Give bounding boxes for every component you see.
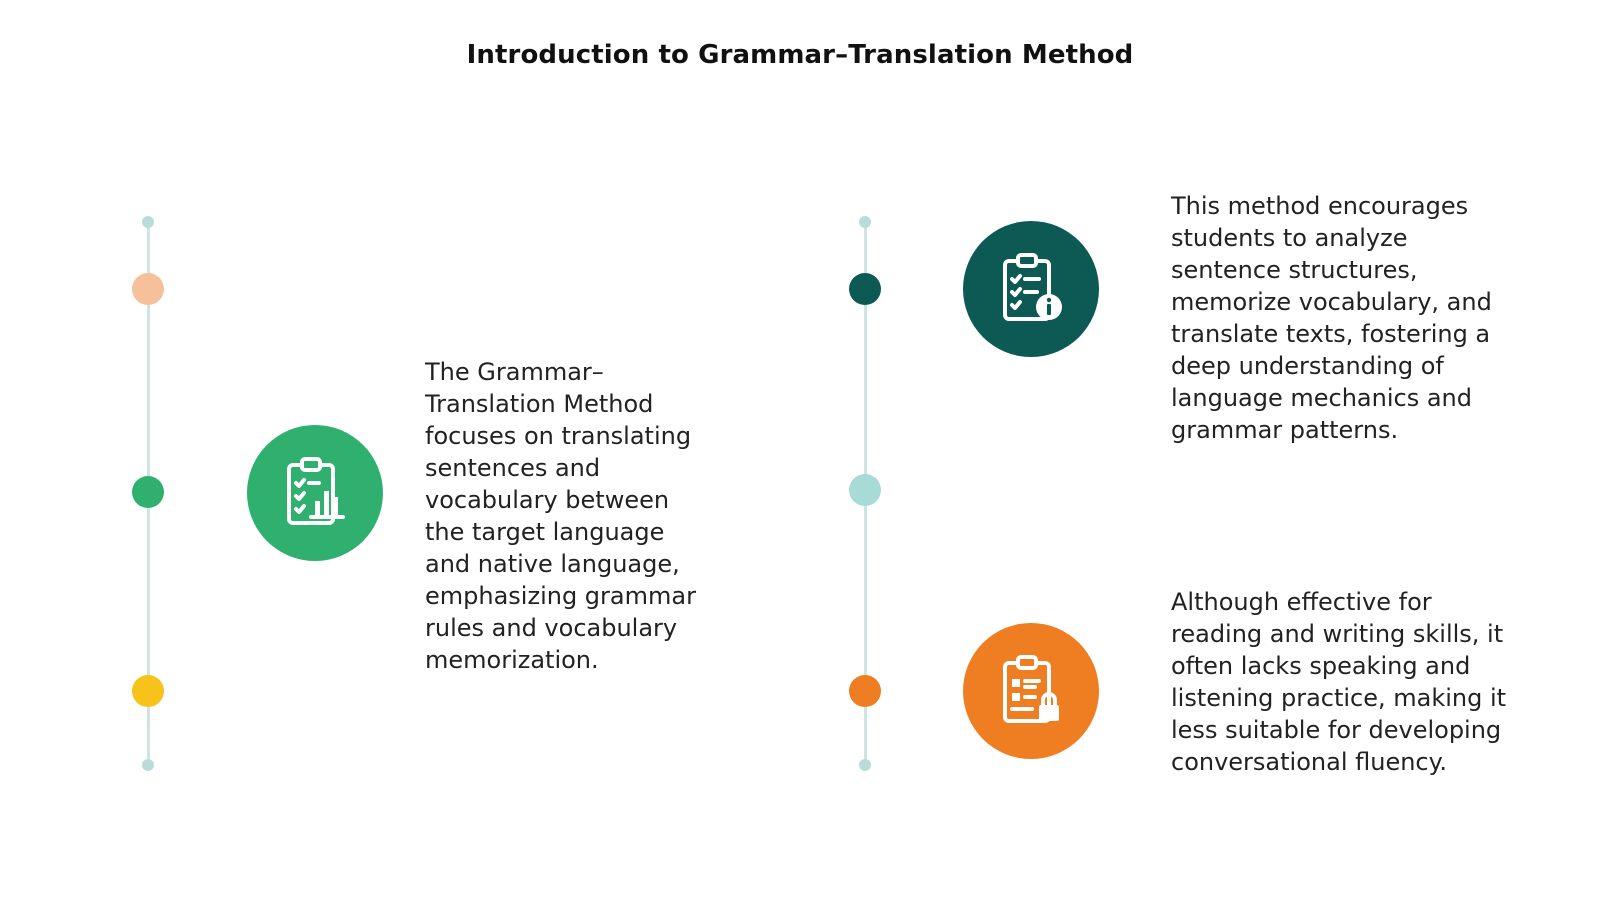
middle-timeline-marker-teal — [849, 273, 881, 305]
middle-timeline-marker-orange — [849, 675, 881, 707]
page-title: Introduction to Grammar–Translation Method — [466, 40, 1134, 70]
middle-timeline-marker-mint — [849, 474, 881, 506]
left-timeline-marker-green — [132, 476, 164, 508]
block-3-description: Although effective for reading and writing skills, it often lacks speaking and listening practice, making it less suitable for developing conversational fluency. — [1171, 588, 1507, 776]
middle-timeline-top-cap — [859, 216, 871, 228]
left-timeline-marker-yellow — [132, 675, 164, 707]
clipboard-lock-badge — [963, 623, 1099, 759]
middle-timeline-bottom-cap — [859, 759, 871, 771]
block-2-description: This method encourages students to analyze sentence structures, memorize vocabulary, and translate texts, fostering a deep understanding of language mechanics and grammar patterns. — [1171, 192, 1492, 444]
block-1-description: The Grammar– Translation Method focuses on translating sentences and vocabulary between the target language and native language, emphasizing grammar rules and vocabulary memorization. — [425, 358, 696, 674]
clipboard-lock-icon — [991, 651, 1071, 731]
left-timeline-bottom-cap — [142, 759, 154, 771]
clipboard-chart-icon — [275, 453, 355, 533]
clipboard-info-badge — [963, 221, 1099, 357]
clipboard-info-icon — [991, 249, 1071, 329]
clipboard-chart-badge — [247, 425, 383, 561]
left-timeline-marker-peach — [132, 273, 164, 305]
left-timeline-top-cap — [142, 216, 154, 228]
